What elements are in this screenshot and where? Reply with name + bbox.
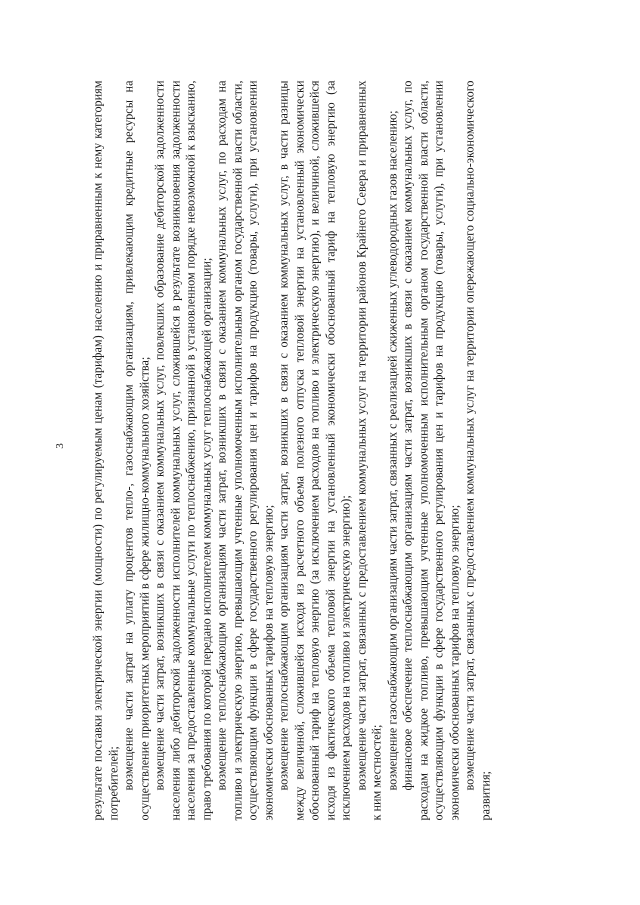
paragraph: результате поставки электрической энергии (мощности) по регулируемым ценам (тарифам) населению и приравненным к нему категориям потребителей; bbox=[90, 80, 120, 820]
paragraph: возмещение теплоснабжающим организациям части затрат, возникших в связи с оказанием коммунальных услуг, в части разницы между величиной, сложившейся исходя из расчетного объема полезного отпуска тепловой энергии на установленный экономически обоснованный тариф на тепловую энергию (за исключением расходов на топливо и электрическую энергию), и величиной, сложившейся исходя из фактического объема тепловой энергии на установленный экономически обоснованный тариф на тепловую энергию (за исключением расходов на топливо и электрическую энергию); bbox=[276, 80, 352, 820]
paragraph: возмещение газоснабжающим организациям части затрат, связанных с реализацией сжиженных углеводородных газов населению; bbox=[384, 109, 399, 790]
paragraph: возмещение части затрат, возникших в связи с оказанием коммунальных услуг, повлекших образование дебиторской задолженности населения либо дебиторской задолженности исполнителей коммунальных услуг, сложившейся в результате возникновения задолженности населения за предоставленные коммунальные услуги по теплоснабжению, признанной в установленном порядке невозможной к взысканию, право требования по которой передано исполнителем коммунальных услуг теплоснабжающей организации; bbox=[152, 80, 213, 820]
paragraph: возмещение теплоснабжающим организациям части затрат, возникших в связи с оказанием коммунальных услуг, по расходам на топливо и электрическую энергию, превышающим учтенные уполномоченным исполнительным органом государственной власти области, осуществляющим функции в сфере государственного регулирования цен и тарифов на продукцию (товары, услуги), при установлении экономически обоснованных тарифов на тепловую энергию; bbox=[214, 80, 275, 820]
paragraph: финансовое обеспечение теплоснабжающим организациям части затрат, возникших в связи с оказанием коммунальных услуг, по расходам на жидкое топливо, превышающим учтенные уполномоченным исполнительным органом государственной власти области, осуществляющим функции в сфере государственного регулирования цен и тарифов на продукцию (товары, услуги), при установлении экономически обоснованных тарифов на тепловую энергию; bbox=[400, 80, 461, 820]
page-number: 3 bbox=[54, 443, 66, 449]
paragraph: возмещение части затрат, связанных с предоставлением коммунальных услуг на территории районов Крайнего Севера и приравненных к ним местностей; bbox=[353, 80, 383, 820]
rotated-text-block bbox=[90, 80, 575, 820]
paragraph: возмещение части затрат, связанных с предоставлением коммунальных услуг на территории опережающего социально-экономического развития; bbox=[462, 80, 492, 820]
paragraph: возмещение части затрат на уплату процентов тепло-, газоснабжающим организациям, привлекающим кредитные ресурсы на осуществление приоритетных мероприятий в сфере жилищно-коммунального хозяйства; bbox=[121, 80, 151, 820]
